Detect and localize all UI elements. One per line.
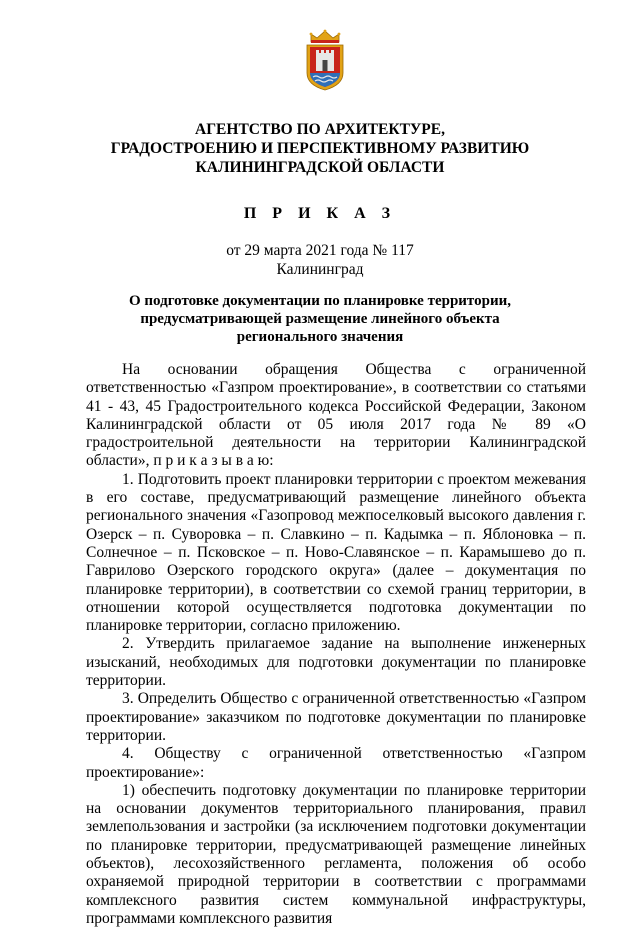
document-body [86,361,586,928]
paragraph-item-4-1: 1) обеспечить подготовку документации по планировке территории на основании документов территориального планирования, правил землепользования и застройки (за исключением подготовки документации по планировке территории, предусматривающей размещение линейных объектов), лесохозяйственного регламента, положения об особо охраняемой природной территории в соответствии с программами комплексного развития систем коммунальной инфраструктуры, программами комплексного развития [86,781,586,927]
agency-line: АГЕНТСТВО ПО АРХИТЕКТУРЕ, [195,121,445,138]
subject-line: регионального значения [236,329,404,345]
agency-line: КАЛИНИНГРАДСКОЙ ОБЛАСТИ [195,159,445,176]
paragraph-item-1: 1. Подготовить проект планировки территории с проектом межевания в его составе, предусматривающий размещение линейного объекта регионального значения «Газопровод межпоселковый высокого давления г. Озерск – п. Суворовка – п. Славкино – п. Кадымка – п. Яблоновка – п. Солнечное – п. Псковское – п. Ново-Славянское – п. Карамышево до п. Гаврилово Озерского городского округа» (далее – документация по планировке территории), в соответствии со схемой границ территории, в отношении которой осуществляется подготовка документации по планировке территории, согласно приложению. [86,470,586,635]
city-line: Калининград [276,261,364,278]
subject-line: О подготовке документации по планировке территории, [129,293,511,309]
paragraph-item-2: 2. Утвердить прилагаемое задание на выполнение инженерных изысканий, необходимых для подготовки документации по планировке территории. [86,635,586,690]
subject-line: предусматривающей размещение линейного объекта [140,311,500,327]
paragraph-item-4: 4. Обществу с ограниченной ответственностью «Газпром проектирование»: [86,745,586,781]
document-type-title: П Р И К А З [243,205,397,222]
date-number-line: от 29 марта 2021 года № 117 [226,242,414,259]
paragraph-item-3: 3. Определить Общество с ограниченной ответственностью «Газпром проектирование» заказчиком по подготовке документации по планировке территории. [86,690,586,744]
agency-line: ГРАДОСТРОЕНИЮ И ПЕРСПЕКТИВНОМУ РАЗВИТИЮ [110,140,530,157]
paragraph-preamble: На основании обращения Общества с ограниченной ответственностью «Газпром проектирование», в соответствии со статьями 41 - 43, 45 Градостроительного кодекса Российской Федерации, Законом Калининградской области от 05 июля 2017 года № 89 «О градостроительной деятельности на территории Калининградской области», п р и к а з ы в а ю: [86,361,586,470]
